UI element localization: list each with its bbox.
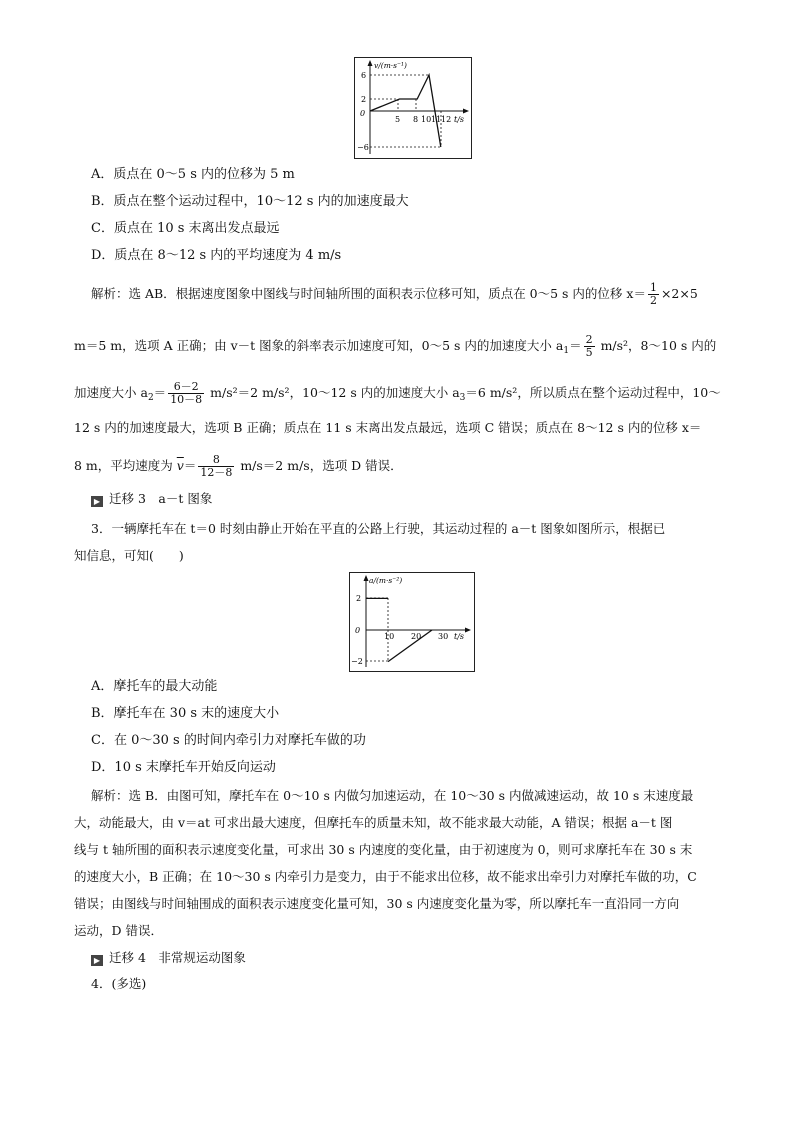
vt-graph-svg xyxy=(355,58,471,158)
at-y-label: a/(m·s⁻²) xyxy=(369,576,403,585)
q2-analysis-text: 加速度大小 a xyxy=(74,385,148,400)
vt-ytick-2: 2 xyxy=(361,95,367,104)
q2-analysis-text: m/s²，8～10 s 内的 xyxy=(596,338,717,353)
fraction: $\frac{6-2}{10-8}$ xyxy=(170,380,203,406)
figure-at-graph xyxy=(349,572,475,672)
migration4-heading xyxy=(91,950,246,966)
q3-analysis-line4: 的速度大小，B 正确；在 10～30 s 内牵引力是变力，由于不能求出位移，故不能求出牵引力对摩托车做的功，C xyxy=(74,869,697,884)
migration3-heading xyxy=(91,491,212,507)
fraction: $\frac{2}{5}$ xyxy=(585,333,593,359)
q2-analysis-line1 xyxy=(91,282,698,307)
q2-analysis-text: m/s＝2 m/s，选项 D 错误． xyxy=(236,458,403,473)
vt-x-arrow xyxy=(463,109,469,114)
play-icon: ▶ xyxy=(91,496,103,507)
q2-analysis-line4: 12 s 内的加速度最大，选项 B 正确；质点在 11 s 末离出发点最远，选项 C 错误；质点在 8～12 s 内的位移 x＝ xyxy=(74,420,702,435)
at-graph-svg xyxy=(350,573,474,671)
q3-analysis-line5: 错误；由图线与时间轴围成的面积表示速度变化量可知，30 s 内速度变化量为零，所以摩托车一直沿同一方向 xyxy=(74,896,680,911)
vt-y-arrow xyxy=(368,60,373,66)
q3-analysis-line1: 解析：选 B．由图可知，摩托车在 0～10 s 内做匀加速运动，在 10～30 s 内做减速运动，故 10 s 末速度最 xyxy=(91,788,694,803)
q2-option-c: C．质点在 10 s 末离出发点最远 xyxy=(91,221,280,236)
at-x-arrow xyxy=(465,628,471,633)
vt-xtick-11: 11 xyxy=(431,115,442,124)
q3-stem-line2: 知信息，可知( ) xyxy=(74,548,184,563)
vt-xtick-10: 10 xyxy=(421,115,432,124)
q4-stem: 4．(多选) xyxy=(91,976,147,991)
q2-analysis-text: ＝6 m/s²，所以质点在整个运动过程中，10～ xyxy=(465,385,721,400)
figure-vt-graph xyxy=(354,57,472,159)
q2-option-d: D．质点在 8～12 s 内的平均速度为 4 m/s xyxy=(91,248,342,263)
at-xtick-20: 20 xyxy=(411,632,422,641)
vt-x-label: t/s xyxy=(454,115,465,124)
vt-xtick-8: 8 xyxy=(413,115,419,124)
q3-option-a: A．摩托车的最大动能 xyxy=(91,679,218,694)
q2-option-a: A．质点在 0～5 s 内的位移为 5 m xyxy=(91,167,295,182)
q2-analysis-text: 解析：选 AB．根据速度图象中图线与时间轴所围的面积表示位移可知，质点在 0～5 s 内的位移 x＝ xyxy=(91,286,646,301)
q3-analysis-line6: 运动，D 错误． xyxy=(74,923,163,938)
q2-analysis-text: ＝ xyxy=(183,458,197,473)
q2-analysis-text: ＝ xyxy=(569,338,582,353)
vt-ytick-0: 0 xyxy=(360,109,366,118)
q3-analysis-line2: 大，动能最大，由 v＝at 可求出最大速度，但摩托车的质量未知，故不能求最大动能，A 错误；根据 a－t 图 xyxy=(74,815,673,830)
q2-analysis-line2 xyxy=(74,334,716,359)
q2-analysis-text: 8 m，平均速度为 xyxy=(74,458,177,473)
q3-stem-line1: 3．一辆摩托车在 t＝0 时刻由静止开始在平直的公路上行驶，其运动过程的 a－t 图象如图所示，根据已 xyxy=(91,521,666,536)
q3-option-d: D．10 s 末摩托车开始反向运动 xyxy=(91,760,276,775)
q2-analysis-line3 xyxy=(74,381,721,406)
vt-ytick-6: 6 xyxy=(361,71,367,80)
q2-analysis-text: ＝ xyxy=(153,385,167,400)
q2-analysis-line5 xyxy=(74,454,403,479)
at-ytick-neg2: −2 xyxy=(351,657,363,666)
vt-xtick-5: 5 xyxy=(395,115,401,124)
fraction: $\frac{1}{2}$ xyxy=(649,281,657,307)
q2-analysis-text: m/s²＝2 m/s²，10～12 s 内的加速度大小 a xyxy=(206,385,460,400)
q2-analysis-text: m＝5 m，选项 A 正确；由 v－t 图象的斜率表示加速度可知，0～5 s 内的加速度大小 a xyxy=(74,338,564,353)
at-ytick-0: 0 xyxy=(355,626,361,635)
q2-option-b: B．质点在整个运动过程中，10～12 s 内的加速度最大 xyxy=(91,194,409,209)
vt-ytick-neg6: −6 xyxy=(357,143,369,152)
q3-option-b: B．摩托车在 30 s 末的速度大小 xyxy=(91,706,280,721)
subscript: 3 xyxy=(459,393,466,403)
at-xtick-10: 10 xyxy=(384,632,395,641)
at-x-label: t/s xyxy=(454,632,465,641)
at-ytick-2: 2 xyxy=(356,594,362,603)
fraction: $\frac{8}{12-8}$ xyxy=(200,453,233,479)
q3-option-c: C．在 0～30 s 的时间内牵引力对摩托车做的功 xyxy=(91,733,366,748)
q2-analysis-text: ×2×5 xyxy=(660,286,698,301)
q3-analysis-line3: 线与 t 轴所围的面积表示速度变化量，可求出 30 s 内速度的变化量，由于初速度为 0，则可求摩托车在 30 s 末 xyxy=(74,842,693,857)
at-data-line-2 xyxy=(388,630,432,662)
vt-xtick-12: 12 xyxy=(441,115,452,124)
migration3-label: 迁移 3 a－t 图象 xyxy=(109,491,213,506)
play-icon: ▶ xyxy=(91,955,103,966)
vt-y-label: v/(m·s⁻¹) xyxy=(374,61,407,70)
at-xtick-30: 30 xyxy=(438,632,449,641)
average-v: $\overline{v}$ xyxy=(176,458,184,473)
migration4-label: 迁移 4 非常规运动图象 xyxy=(109,950,246,965)
at-y-arrow xyxy=(364,575,369,581)
subscript: 2 xyxy=(147,393,154,403)
subscript: 1 xyxy=(563,346,570,356)
